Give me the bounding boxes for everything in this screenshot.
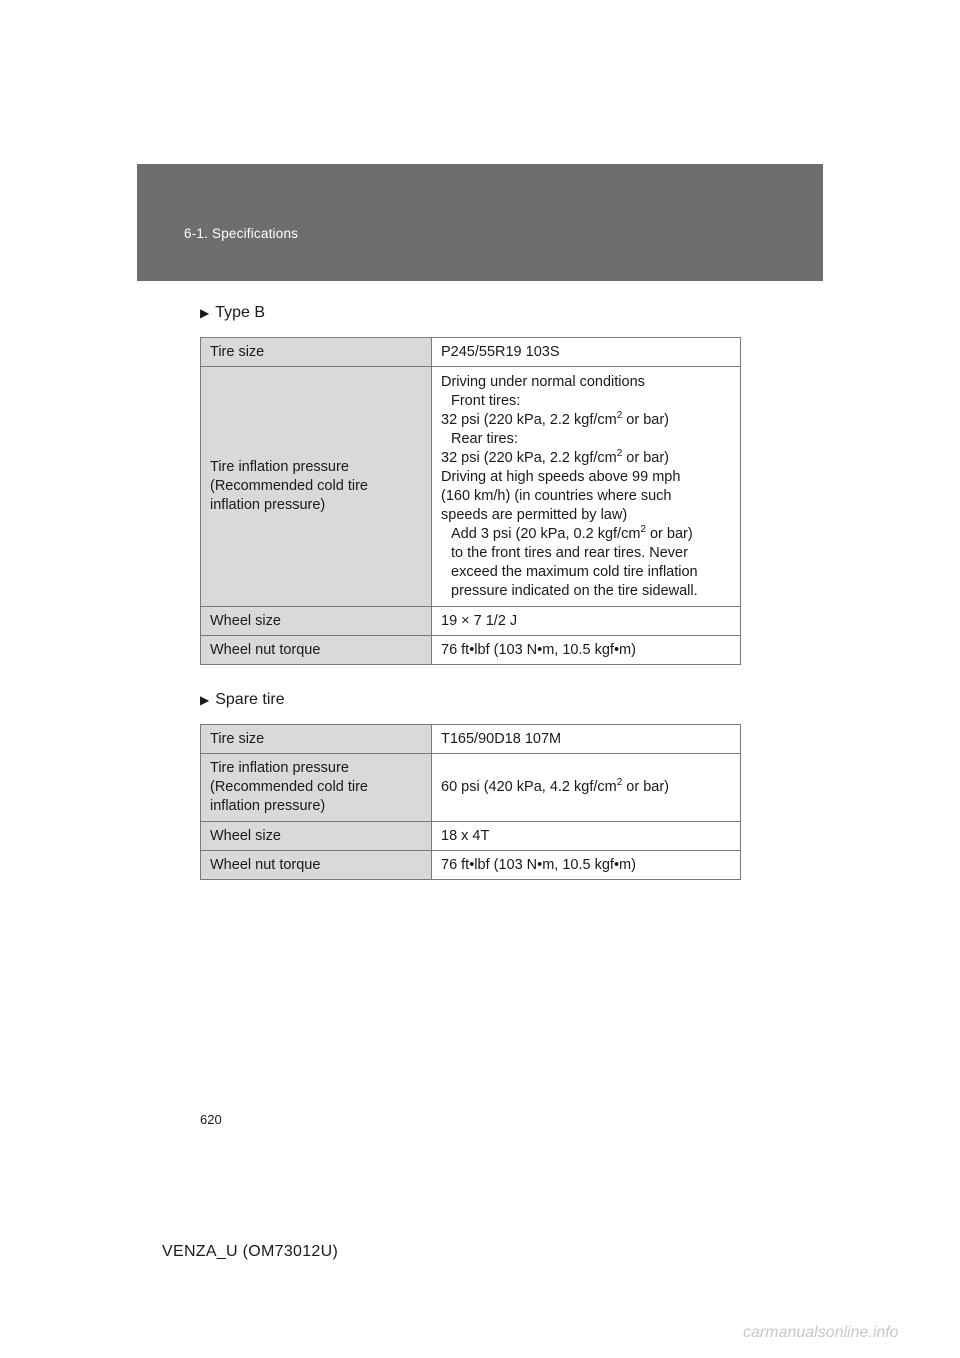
- section-title: 6-1. Specifications: [184, 226, 299, 241]
- wheel-size-label: Wheel size: [201, 822, 432, 851]
- note-line: pressure indicated on the tire sidewall.: [451, 582, 698, 599]
- torque-label: Wheel nut torque: [201, 636, 432, 665]
- tire-size-value: P245/55R19 103S: [432, 338, 741, 367]
- rear-tires-value: 32 psi (220 kPa, 2.2 kgf/$cm^2$ or bar): [441, 447, 670, 466]
- manual-code: VENZA_U (OM73012U): [162, 1243, 339, 1260]
- header-band: [137, 164, 823, 281]
- inflation-label-line: Tire inflation pressure: [210, 760, 349, 776]
- inflation-label: [201, 367, 432, 607]
- wheel-size-value: 18 x 4T: [432, 822, 741, 851]
- spare-spec-table: [200, 724, 741, 880]
- wheel-size-label: Wheel size: [201, 607, 432, 636]
- normal-conditions-heading: Driving under normal conditions: [441, 373, 645, 390]
- inflation-label: [201, 754, 432, 822]
- inflation-label-line: (Recommended cold tire: [210, 779, 368, 795]
- page-number: 620: [200, 1112, 222, 1127]
- inflation-label-line: (Recommended cold tire: [210, 478, 368, 494]
- inflation-value: 60 psi (420 kPa, 4.2 kgf/$cm^2$ or bar): [432, 754, 741, 822]
- tire-size-label: Tire size: [201, 338, 432, 367]
- front-tires-label: Front tires:: [451, 392, 521, 409]
- spare-heading: [200, 691, 285, 709]
- rear-tires-label: Rear tires:: [451, 430, 518, 447]
- front-tires-value: 32 psi (220 kPa, 2.2 kgf/$cm^2$ or bar): [441, 409, 670, 428]
- triangle-bullet-icon: ▶: [200, 693, 210, 707]
- note-line: exceed the maximum cold tire inflation: [451, 563, 698, 580]
- high-speed-line: (160 km/h) (in countries where such: [441, 487, 672, 504]
- high-speed-line: speeds are permitted by law): [441, 506, 628, 523]
- tire-size-label: Tire size: [201, 725, 432, 754]
- table-row: [201, 607, 741, 636]
- spare-heading-text: Spare tire: [215, 691, 285, 708]
- inflation-label-line: inflation pressure): [210, 798, 326, 814]
- torque-value: 76 ft•lbf (103 N•m, 10.5 kgf•m): [432, 851, 741, 880]
- triangle-bullet-icon: ▶: [200, 306, 210, 320]
- note-line: to the front tires and rear tires. Never: [451, 544, 688, 561]
- add-pressure-line: Add 3 psi (20 kPa, 0.2 kgf/$cm^2$ or bar): [451, 523, 693, 542]
- table-row: [201, 851, 741, 880]
- table-row: [201, 367, 741, 607]
- type-b-heading: [200, 304, 265, 322]
- type-b-heading-text: Type B: [215, 304, 266, 321]
- inflation-label-line: Tire inflation pressure: [210, 459, 349, 475]
- inflation-value: [432, 367, 741, 607]
- table-row: [201, 725, 741, 754]
- table-row: [201, 822, 741, 851]
- table-row: [201, 338, 741, 367]
- inflation-label-line: inflation pressure): [210, 497, 326, 513]
- watermark: carmanualsonline.info: [743, 1324, 899, 1341]
- table-row: [201, 754, 741, 822]
- wheel-size-value: 19 × 7 1/2 J: [432, 607, 741, 636]
- torque-value: 76 ft•lbf (103 N•m, 10.5 kgf•m): [432, 636, 741, 665]
- high-speed-line: Driving at high speeds above 99 mph: [441, 468, 681, 485]
- type-b-spec-table: [200, 337, 741, 665]
- tire-size-value: T165/90D18 107M: [432, 725, 741, 754]
- table-row: [201, 636, 741, 665]
- torque-label: Wheel nut torque: [201, 851, 432, 880]
